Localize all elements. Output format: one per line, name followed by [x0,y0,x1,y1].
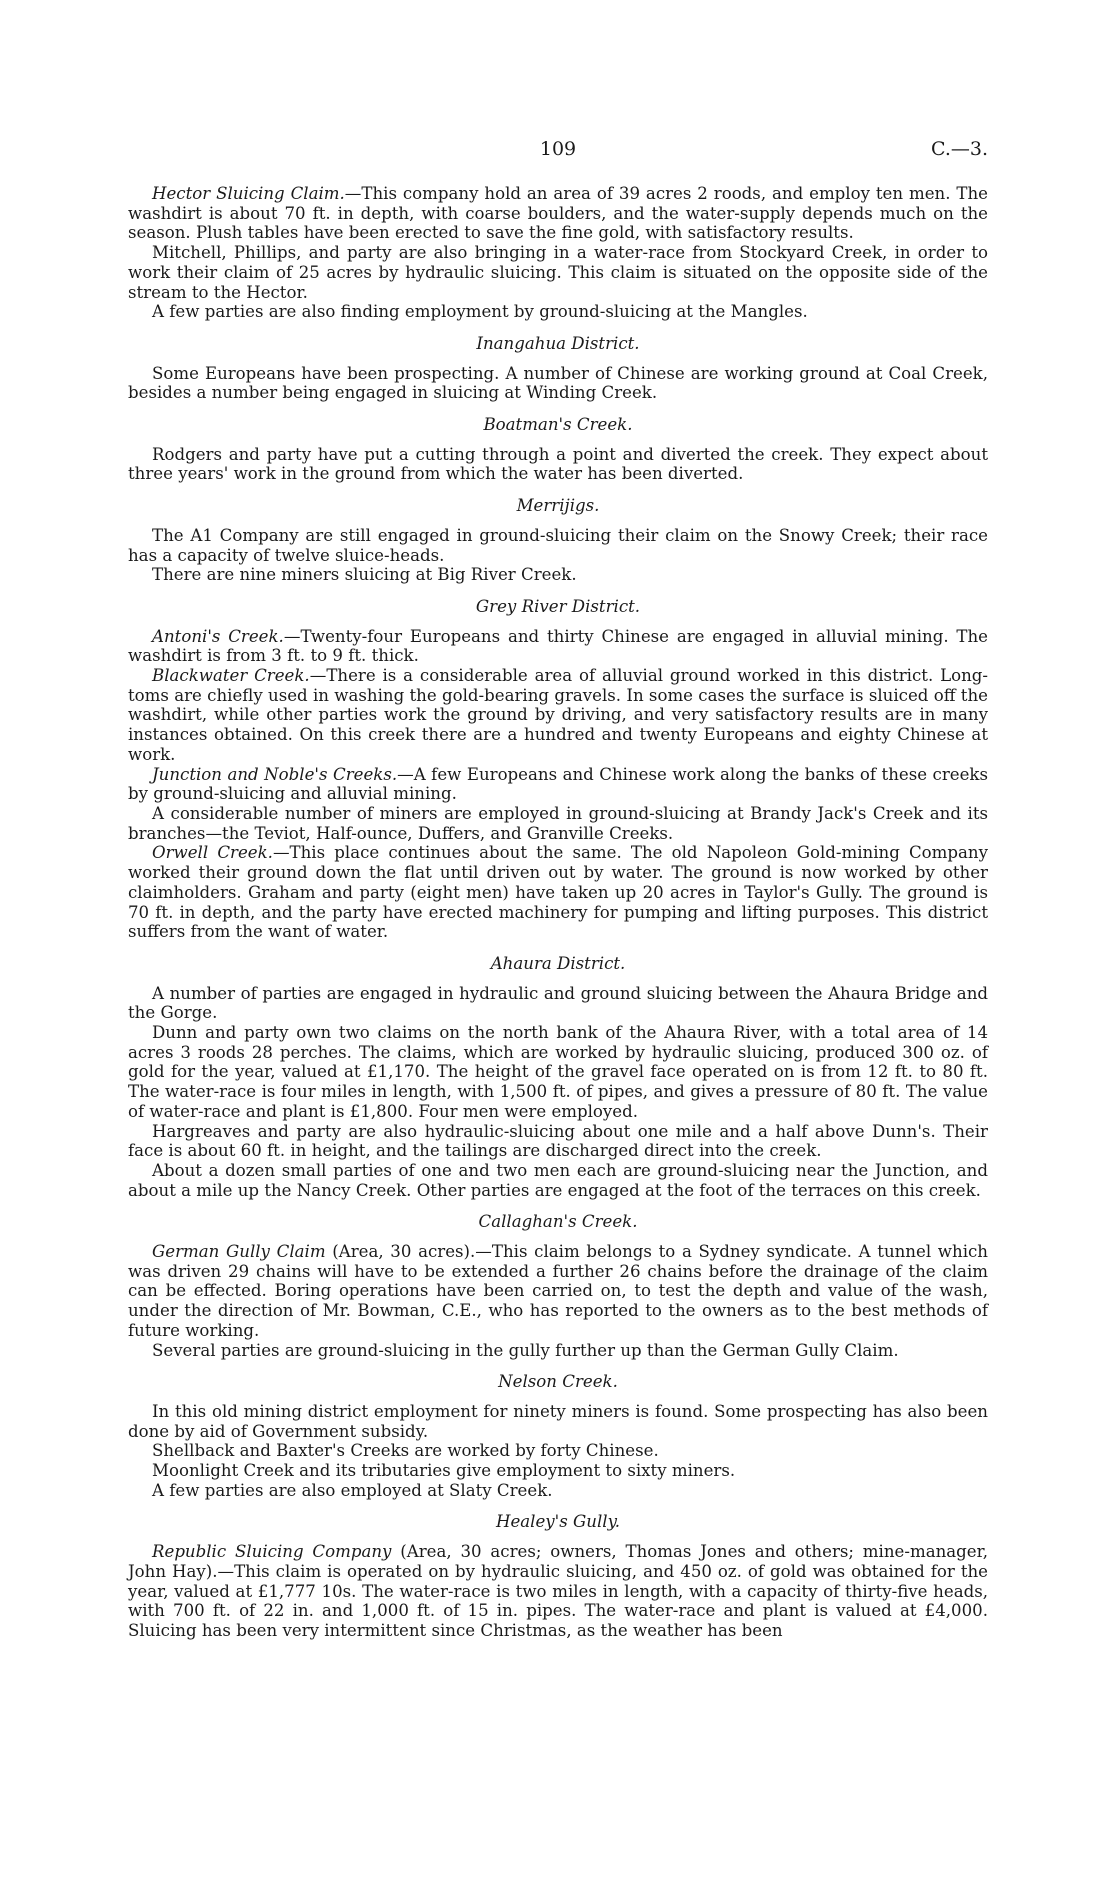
paragraph-hector [128,184,988,243]
text-blackwater: —There is a considerable area of alluvial ground worked in this district. Long-toms are chiefly used in washing the gold-bearing gravels. In some cases the surface is sluiced off the washdirt, while other parties work the ground by driving, and very satisfactory results are in many instances obtained. On this creek there are a hundred and twenty Europeans and eighty Chinese at work. [128,666,988,764]
paragraph-merrijigs-1: The A1 Company are still engaged in ground-sluicing their claim on the Snowy Creek; their race has a capacity of twelve sluice-heads. [128,525,988,565]
paragraph-republic [128,1542,988,1641]
heading-boatmans: Boatman's Creek. [483,415,633,435]
heading-healeys: Healey's Gully. [495,1512,621,1532]
paragraph-nelson-3: Moonlight Creek and its tributaries give employment to sixty miners. [152,1461,736,1481]
heading-ahaura: Ahaura District. [490,953,626,973]
paragraph-inangahua: Some Europeans have been prospecting. A number of Chinese are working ground at Coal Creek, besides a number being engaged in sluicing at Winding Creek. [128,363,988,403]
paragraph-ahaura-2: Dunn and party own two claims on the north bank of the Ahaura River, with a total area of 14 acres 3 roods 28 perches. The claims, which are worked by hydraulic sluicing, produced 300 oz. of gold for the year, valued at £1,170. The height of the gravel face operated on is from 12 ft. to 80 ft. The water-race is four miles in length, with 1,500 ft. of pipes, and gives a pressure of 80 ft. The value of water-race and plant is £1,800. Four men were employed. [128,1023,988,1121]
text-orwell: —This place continues about the same. The old Napoleon Gold-mining Company worked their ground down the flat until driven out by water. The ground is now worked by other claimholders. Graham and party (eight men) have taken up 20 acres in Taylor's Gully. The ground is 70 ft. in depth, and the party have erected machinery for pumping and lifting purposes. This district suffers from the want of water. [128,843,988,942]
paragraph-ahaura-4: About a dozen small parties of one and two men each are ground-sluicing near the Junction, and about a mile up the Nancy Creek. Other parties are engaged at the foot of the terraces on this creek. [128,1160,988,1200]
paragraph-merrijigs-2: There are nine miners sluicing at Big River Creek. [152,565,577,585]
paragraph-mitchell: Mitchell, Phillips, and party are also bringing in a water-race from Stockyard Creek, in order to work their claim of 25 acres by hydraulic sluicing. This claim is situated on the opposite side of the stream to the Hector. [128,243,988,302]
paragraph-orwell [128,843,988,942]
lead-republic: Republic Sluicing Company [152,1542,392,1562]
paragraph-junction [128,765,988,804]
paragraph-callaghans-2: Several parties are ground-sluicing in the gully further up than the German Gully Claim. [152,1340,899,1360]
paragraph-ahaura-1: A number of parties are engaged in hydraulic and ground sluicing between the Ahaura Bridge and the Gorge. [128,983,988,1023]
heading-grey-river: Grey River District. [475,596,641,616]
paragraph-ahaura-3: Hargreaves and party are also hydraulic-sluicing about one mile and a half above Dunn's. Their face is about 60 ft. in height, and the tailings are discharged direct into the creek. [128,1121,988,1161]
paragraph-blackwater [128,666,988,765]
paragraph-nelson-4: A few parties are also employed at Slaty Creek. [152,1480,553,1500]
page-number: 109 [539,138,577,160]
text-junction: —A few Europeans and Chinese work along the banks of these creeks by ground-sluicing and alluvial mining. [128,764,988,804]
paragraph-german-gully [128,1242,988,1341]
lead-junction: Junction and Noble's Creeks. [152,764,398,784]
page-header [128,140,988,164]
paragraph-mangles: A few parties are also finding employment by ground-sluicing at the Mangles. [152,302,808,322]
text-republic: (Area, 30 acres; owners, Thomas Jones and others; mine-manager, John Hay).—This claim is operated on by hydraulic sluicing, and 450 oz. of gold was obtained for the year, valued at £1,777 10s. The water-race is two miles in length, with a capacity of thirty-five heads, with 700 ft. of 22 in. and 1,000 ft. of 15 in. pipes. The water-race and plant is valued at £4,000. Sluicing has been very intermittent since Christmas, as the weather has been [128,1542,989,1640]
lead-antoni: Antoni's Creek. [152,626,284,646]
paragraph-boatmans: Rodgers and party have put a cutting through a point and diverted the creek. They expect about three years' work in the ground from which the water has been diverted. [128,444,988,484]
heading-nelson: Nelson Creek. [498,1372,618,1392]
text-german-gully: (Area, 30 acres).—This claim belongs to a Sydney syndicate. A tunnel which was driven 29 chains will have to be extended a further 26 chains before the drainage of the claim can be effected. Boring operations have been carried on, to test the depth and value of the wash, under the direction of Mr. Bowman, C.E., who has reported to the owners as to the best methods of future working. [128,1242,988,1340]
lead-orwell: Orwell Creek. [152,843,273,863]
paragraph-nelson-1: In this old mining district employment for ninety miners is found. Some prospecting has also been done by aid of Government subsidy. [128,1401,988,1441]
lead-hector: Hector Sluicing Claim. [152,184,345,203]
heading-callaghans: Callaghan's Creek. [478,1212,638,1232]
text-antoni: —Twenty-four Europeans and thirty Chinese are engaged in alluvial mining. The washdirt is from 3 ft. to 9 ft. thick. [128,626,989,666]
lead-german-gully: German Gully Claim [152,1242,326,1262]
document-reference: C.—3. [930,138,988,160]
lead-blackwater: Blackwater Creek. [152,666,310,686]
text-hector: —This company hold an area of 39 acres 2 roods, and employ ten men. The washdirt is about 70 ft. in depth, with coarse boulders, and the water-supply depends much on the season. Plush tables have been erected to save the fine gold, with satisfactory results. [128,184,988,243]
paragraph-antoni [128,627,988,666]
document-page [128,140,988,1641]
heading-merrijigs: Merrijigs. [516,496,600,516]
paragraph-nelson-2: Shellback and Baxter's Creeks are worked by forty Chinese. [152,1441,659,1461]
paragraph-brandy: A considerable number of miners are employed in ground-sluicing at Brandy Jack's Creek and its branches—the Teviot, Half-ounce, Duffers, and Granville Creeks. [128,803,988,843]
heading-inangahua: Inangahua District. [476,333,640,353]
